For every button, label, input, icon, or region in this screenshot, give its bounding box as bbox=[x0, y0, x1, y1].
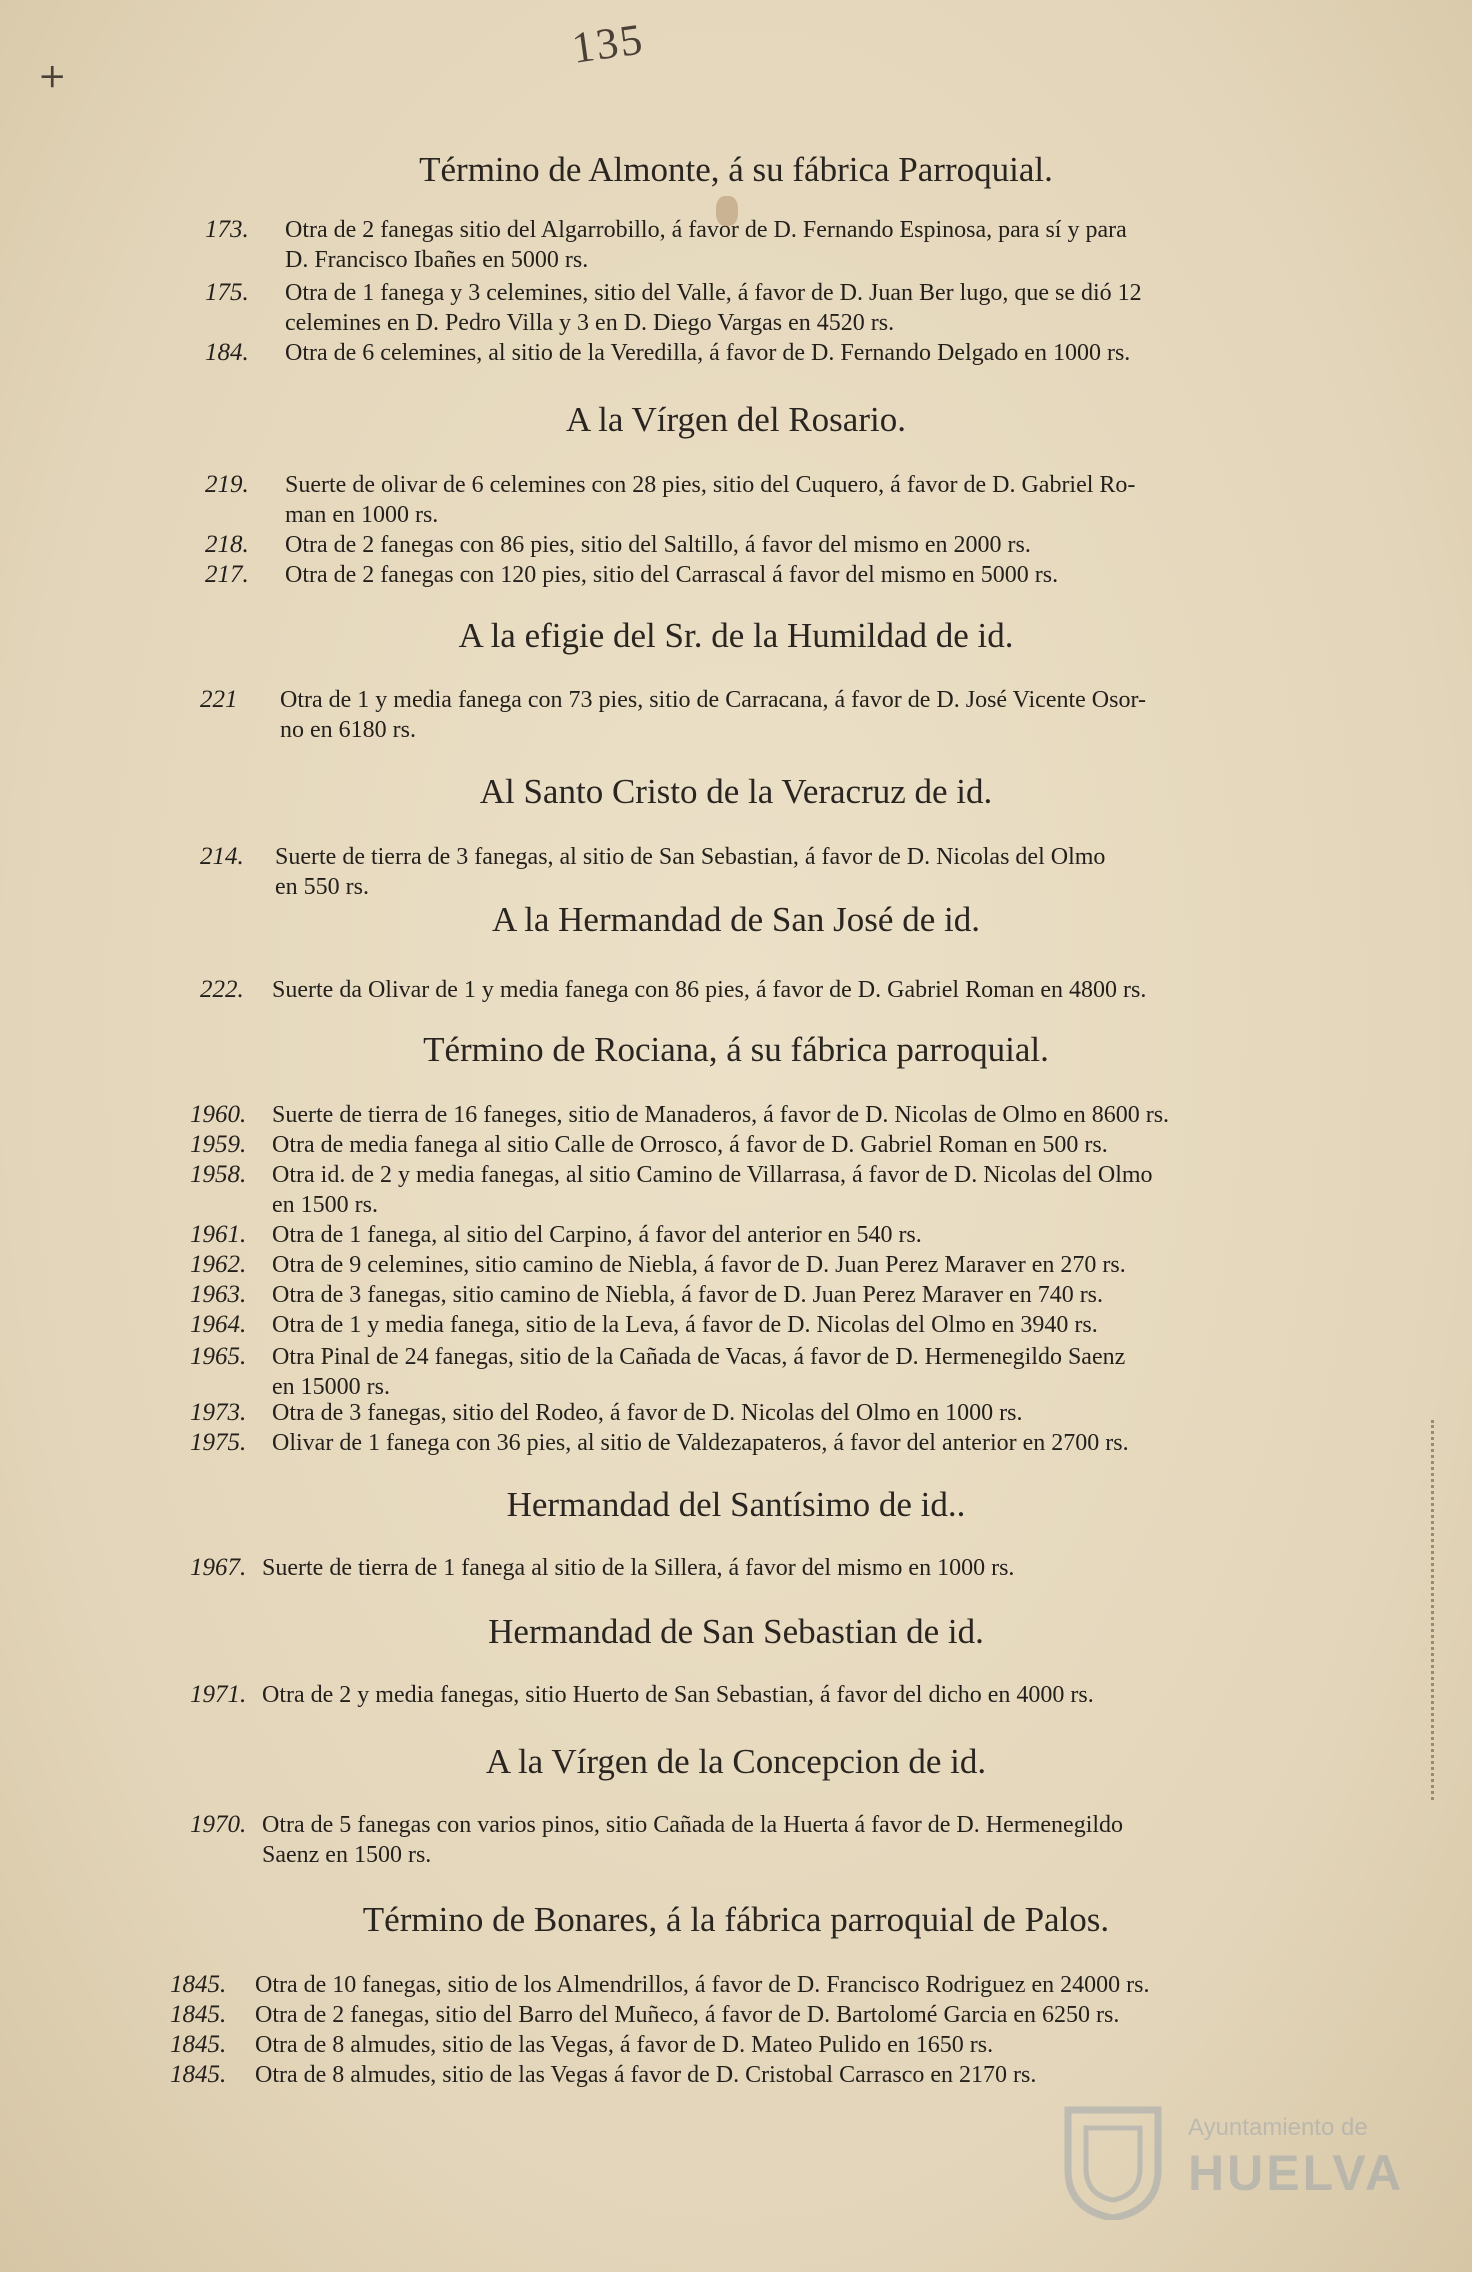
entry-text-line: Otra de media fanega al sitio Calle de Orrosco, á favor de D. Gabriel Roman en 500 rs. bbox=[272, 1132, 1108, 1158]
entry-number: 1958. bbox=[190, 1161, 247, 1188]
entry-text-line: Otra de 1 y media fanega, sitio de la Leva, á favor de D. Nicolas del Olmo en 3940 rs. bbox=[272, 1312, 1098, 1338]
entry-text-line: en 15000 rs. bbox=[272, 1374, 390, 1400]
entry-text bbox=[280, 685, 1370, 745]
entry-text-line: Otra de 10 fanegas, sitio de los Almendrillos, á favor de D. Francisco Rodriguez en 24000 rs. bbox=[255, 1972, 1150, 1998]
entry-text bbox=[272, 1220, 1370, 1250]
entry-text bbox=[272, 1398, 1370, 1428]
coat-of-arms-icon bbox=[1058, 2100, 1168, 2220]
ledger-entry bbox=[200, 842, 1400, 902]
folio-number: 135 bbox=[568, 14, 648, 73]
ledger-entry bbox=[170, 1970, 1400, 2000]
entry-number: 1963. bbox=[190, 1281, 247, 1308]
section-heading: Hermandad del Santísimo de id.. bbox=[506, 1485, 966, 1524]
entry-text-line: Otra de 2 fanegas, sitio del Barro del Muñeco, á favor de D. Bartolomé Garcia en 6250 rs. bbox=[255, 2002, 1120, 2028]
ledger-entry bbox=[190, 1100, 1400, 1130]
entry-text-line: Suerte da Olivar de 1 y media fanega con 86 pies, á favor de D. Gabriel Roman en 4800 rs. bbox=[272, 977, 1147, 1003]
ledger-entry bbox=[170, 2030, 1400, 2060]
entry-number: 1845. bbox=[170, 2001, 227, 2028]
section-heading: A la efigie del Sr. de la Humildad de id. bbox=[458, 616, 1014, 655]
entry-text bbox=[285, 278, 1370, 338]
entry-number: 1961. bbox=[190, 1221, 247, 1248]
entry-number: 1960. bbox=[190, 1101, 247, 1128]
section-heading: Término de Rociana, á su fábrica parroquial. bbox=[423, 1030, 1049, 1069]
section-heading: A la Hermandad de San José de id. bbox=[492, 900, 980, 939]
entry-text-line: Otra de 2 fanegas con 120 pies, sitio del Carrascal á favor del mismo en 5000 rs. bbox=[285, 562, 1059, 588]
entry-text bbox=[262, 1680, 1370, 1710]
ledger-entry bbox=[200, 975, 1400, 1005]
entry-text-line: Suerte de tierra de 1 fanega al sitio de la Sillera, á favor del mismo en 1000 rs. bbox=[262, 1555, 1015, 1581]
ledger-entry bbox=[205, 530, 1400, 560]
entry-text-line: no en 6180 rs. bbox=[280, 717, 416, 743]
entry-number: 217. bbox=[205, 561, 249, 588]
entry-text-line: Otra Pinal de 24 fanegas, sitio de la Cañada de Vacas, á favor de D. Hermenegildo Saenz bbox=[272, 1344, 1126, 1370]
ledger-entry bbox=[205, 560, 1400, 590]
entry-text bbox=[272, 1130, 1370, 1160]
ledger-entry bbox=[190, 1810, 1400, 1870]
entry-number: 1845. bbox=[170, 2061, 227, 2088]
entry-text-line: Saenz en 1500 rs. bbox=[262, 1842, 432, 1868]
entry-number: 1975. bbox=[190, 1429, 247, 1456]
entry-text-line: en 1500 rs. bbox=[272, 1192, 378, 1218]
entry-text-line: Otra de 3 fanegas, sitio del Rodeo, á favor de D. Nicolas del Olmo en 1000 rs. bbox=[272, 1400, 1023, 1426]
section-heading: Término de Bonares, á la fábrica parroquial de Palos. bbox=[362, 1900, 1110, 1939]
entry-number: 1965. bbox=[190, 1343, 247, 1370]
entry-text-line: Suerte de olivar de 6 celemines con 28 pies, sitio del Cuquero, á favor de D. Gabriel Ro- bbox=[285, 472, 1136, 498]
entry-text bbox=[275, 842, 1370, 902]
ledger-entry bbox=[170, 2060, 1400, 2090]
entry-text bbox=[272, 1250, 1370, 1280]
entry-text bbox=[272, 1342, 1370, 1402]
ledger-entry bbox=[205, 278, 1400, 338]
entry-text-line: Otra de 2 y media fanegas, sitio Huerto de San Sebastian, á favor del dicho en 4000 rs. bbox=[262, 1682, 1094, 1708]
watermark-line-2: HUELVA bbox=[1188, 2145, 1405, 2201]
section-heading: A la Vírgen de la Concepcion de id. bbox=[485, 1742, 987, 1781]
ledger-entry bbox=[190, 1130, 1400, 1160]
entry-text bbox=[272, 1428, 1370, 1458]
entry-number: 1971. bbox=[190, 1681, 247, 1708]
entry-text-line: D. Francisco Ibañes en 5000 rs. bbox=[285, 247, 589, 273]
ledger-entry bbox=[190, 1160, 1400, 1220]
entry-number: 1845. bbox=[170, 1971, 227, 1998]
entry-number: 173. bbox=[205, 216, 249, 243]
archive-watermark bbox=[1058, 2100, 1418, 2220]
entry-text bbox=[262, 1553, 1370, 1583]
entry-number: 222. bbox=[200, 976, 244, 1003]
entry-number: 219. bbox=[205, 471, 249, 498]
entry-text-line: Otra de 2 fanegas con 86 pies, sitio del Saltillo, á favor del mismo en 2000 rs. bbox=[285, 532, 1031, 558]
entry-text bbox=[272, 1310, 1370, 1340]
entry-text bbox=[285, 560, 1370, 590]
entry-number: 1845. bbox=[170, 2031, 227, 2058]
entry-number: 1959. bbox=[190, 1131, 247, 1158]
entry-text-line: man en 1000 rs. bbox=[285, 502, 439, 528]
ledger-entry bbox=[190, 1553, 1400, 1583]
entry-number: 218. bbox=[205, 531, 249, 558]
entry-number: 184. bbox=[205, 339, 249, 366]
entry-text bbox=[272, 975, 1370, 1005]
entry-text bbox=[285, 470, 1370, 530]
margin-mark: + bbox=[38, 56, 67, 96]
entry-text-line: Otra de 9 celemines, sitio camino de Niebla, á favor de D. Juan Perez Maraver en 270 rs. bbox=[272, 1252, 1126, 1278]
ledger-entry bbox=[190, 1220, 1400, 1250]
entry-text bbox=[262, 1810, 1370, 1870]
entry-text bbox=[285, 338, 1370, 368]
entry-text-line: Otra de 1 fanega y 3 celemines, sitio del Valle, á favor de D. Juan Ber lugo, que se dió 12 bbox=[285, 280, 1142, 306]
ledger-entry bbox=[190, 1428, 1400, 1458]
ledger-entry bbox=[170, 2000, 1400, 2030]
entry-text bbox=[272, 1100, 1370, 1130]
entry-number: 221 bbox=[200, 686, 238, 713]
entry-text-line: Olivar de 1 fanega con 36 pies, al sitio de Valdezapateros, á favor del anterior en 2700 rs. bbox=[272, 1430, 1129, 1456]
entry-text-line: celemines en D. Pedro Villa y 3 en D. Diego Vargas en 4520 rs. bbox=[285, 310, 895, 336]
entry-text-line: Otra de 5 fanegas con varios pinos, sitio Cañada de la Huerta á favor de D. Hermenegildo bbox=[262, 1812, 1124, 1838]
ledger-entry bbox=[205, 338, 1400, 368]
ledger-entry bbox=[190, 1342, 1400, 1402]
entry-text bbox=[255, 2030, 1370, 2060]
section-heading: Término de Almonte, á su fábrica Parroquial. bbox=[419, 150, 1053, 189]
entry-number: 1964. bbox=[190, 1311, 247, 1338]
entry-text-line: Otra de 3 fanegas, sitio camino de Niebla, á favor de D. Juan Perez Maraver en 740 rs. bbox=[272, 1282, 1104, 1308]
entry-text-line: Otra de 1 fanega, al sitio del Carpino, á favor del anterior en 540 rs. bbox=[272, 1222, 922, 1248]
entry-text bbox=[255, 1970, 1370, 2000]
entry-text-line: Otra id. de 2 y media fanegas, al sitio Camino de Villarrasa, á favor de D. Nicolas del Olmo bbox=[272, 1162, 1153, 1188]
entry-text-line: Otra de 1 y media fanega con 73 pies, sitio de Carracana, á favor de D. José Vicente Osor- bbox=[280, 687, 1146, 713]
entry-text bbox=[272, 1280, 1370, 1310]
ledger-entry bbox=[190, 1250, 1400, 1280]
ledger-entry bbox=[190, 1680, 1400, 1710]
entry-text-line: Suerte de tierra de 3 fanegas, al sitio de San Sebastian, á favor de D. Nicolas del Olmo bbox=[275, 844, 1106, 870]
entry-text bbox=[272, 1160, 1370, 1220]
entry-text-line: Otra de 2 fanegas sitio del Algarrobillo, á favor de D. Fernando Espinosa, para sí y para bbox=[285, 217, 1127, 243]
section-heading: Hermandad de San Sebastian de id. bbox=[488, 1612, 984, 1651]
entry-text-line: Suerte de tierra de 16 faneges, sitio de Manaderos, á favor de D. Nicolas de Olmo en 8600 rs. bbox=[272, 1102, 1170, 1128]
entry-number: 1973. bbox=[190, 1399, 247, 1426]
entry-number: 175. bbox=[205, 279, 249, 306]
ledger-entry bbox=[190, 1280, 1400, 1310]
ledger-entry bbox=[190, 1398, 1400, 1428]
entry-text-line: en 550 rs. bbox=[275, 874, 369, 900]
entry-number: 214. bbox=[200, 843, 244, 870]
ledger-entry bbox=[190, 1310, 1400, 1340]
entry-text bbox=[255, 2000, 1370, 2030]
ledger-entry bbox=[205, 470, 1400, 530]
entry-text-line: Otra de 8 almudes, sitio de las Vegas, á favor de D. Mateo Pulido en 1650 rs. bbox=[255, 2032, 994, 2058]
ledger-entry bbox=[205, 215, 1400, 275]
entry-text bbox=[285, 215, 1370, 275]
entry-number: 1970. bbox=[190, 1811, 247, 1838]
entry-number: 1967. bbox=[190, 1554, 247, 1581]
ledger-entry bbox=[200, 685, 1400, 745]
section-heading: A la Vírgen del Rosario. bbox=[566, 400, 906, 439]
section-heading: Al Santo Cristo de la Veracruz de id. bbox=[479, 772, 993, 811]
watermark-line-1: Ayuntamiento de bbox=[1188, 2114, 1368, 2141]
entry-text-line: Otra de 8 almudes, sitio de las Vegas á favor de D. Cristobal Carrasco en 2170 rs. bbox=[255, 2062, 1037, 2088]
entry-text bbox=[285, 530, 1370, 560]
entry-number: 1962. bbox=[190, 1251, 247, 1278]
entry-text bbox=[255, 2060, 1370, 2090]
entry-text-line: Otra de 6 celemines, al sitio de la Veredilla, á favor de D. Fernando Delgado en 1000 rs. bbox=[285, 340, 1131, 366]
